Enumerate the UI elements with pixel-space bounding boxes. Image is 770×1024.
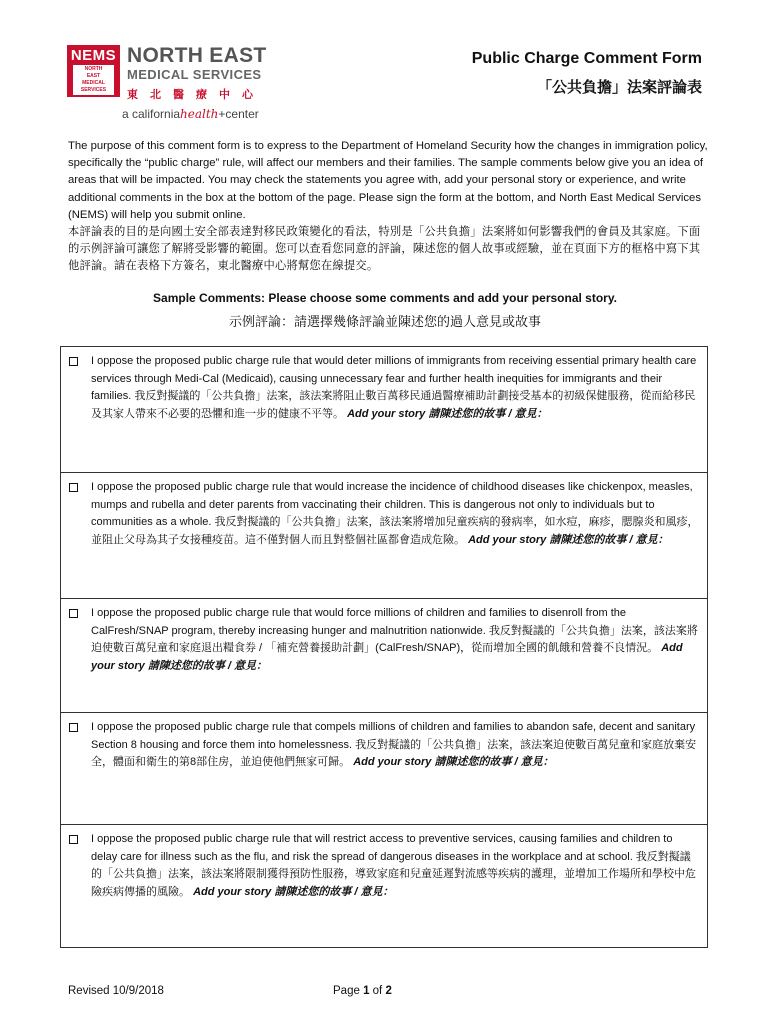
- intro-english: The purpose of this comment form is to express to the Department of Homeland Security how the changes in immigration policy, specifically the “public charge” rule, will affect our members and their families. The sample comments below give you an idea of areas that will be impacted. You may check the statements you agree with, add your personal story or experience, and write additional comments in the box at the bottom of the page. Please sign the form at the bottom, and North East Medical Services (NEMS) will help you submit online.: [68, 140, 708, 221]
- comments-table: [60, 346, 708, 948]
- comment-body: I oppose the proposed public charge rule that would force millions of children and families to disenroll from the CalFresh/SNAP program, thereby increasing hunger and malnutrition nationwide. 我反對擬議的「公共負擔」法案，該法案將迫使數百萬兒童和家庭退出糧食券 / 「補充營養援助計劃」(CalFresh/SNAP)，從而增加全國的飢餓和營養不良情況。: [91, 607, 698, 654]
- logo-badge-line: NORTH: [73, 65, 114, 74]
- comment-body: I oppose the proposed public charge rule that would deter millions of immigrants from receiving essential primary health care services through Medi-Cal (Medicaid), causing unnecessary fear and further health inequities for immigrants and their families. 我反對擬議的「公共負擔」法案，該法案將阻止數百萬移民通過醫療補助計劃接受基本的初級保健服務，從而給移民及其家人帶來不必要的恐懼和進一步的健康不平等。: [91, 355, 697, 420]
- tagline-post: +center: [218, 107, 259, 121]
- sample-subheading: 示例評論：請選擇幾條評論並陳述您的過人意見或故事: [228, 314, 541, 329]
- page-title: Public Charge Comment Form: [471, 50, 702, 67]
- comment-row: [61, 473, 707, 599]
- tagline-health: health: [180, 107, 219, 121]
- comment-checkbox[interactable]: [69, 357, 78, 366]
- revised-date: Revised 10/9/2018: [68, 985, 164, 997]
- page-title-chinese: 「公共負擔」法案評論表: [536, 79, 702, 96]
- add-story-label: Add your story 請陳述您的故事 / 意見：: [91, 642, 683, 672]
- comment-row: [61, 347, 707, 473]
- nems-logo: [67, 45, 287, 125]
- logo-subname: MEDICAL SERVICES: [127, 67, 262, 82]
- logo-tagline: [122, 107, 259, 121]
- intro-chinese: 本評論表的目的是向國土安全部表達對移民政策變化的看法，特別是「公共負擔」法案將如何影響我們的會員及其家庭。下面的示例評論可讓您了解將受影響的範圍。您可以查看您同意的評論，陳述您的個人故事或經驗，並在頁面下方的框格中寫下其他評論。請在表格下方簽名，東北醫療中心將幫您在線提交。: [68, 226, 701, 273]
- sample-heading: Sample Comments: Please choose some comments and add your personal story.: [153, 291, 617, 305]
- comment-checkbox[interactable]: [69, 483, 78, 492]
- intro-paragraph: [68, 138, 708, 276]
- logo-chinese-name: 東北醫療中心: [127, 89, 265, 101]
- page-label: Page: [333, 985, 364, 997]
- logo-badge-line: MEDICAL: [73, 79, 114, 88]
- logo-name: NORTH EAST: [127, 44, 267, 67]
- comment-checkbox[interactable]: [69, 835, 78, 844]
- comment-checkbox[interactable]: [69, 609, 78, 618]
- add-story-label: Add your story 請陳述您的故事 / 意見：: [193, 885, 394, 898]
- tagline-pre: a california: [122, 107, 181, 121]
- comment-text: [91, 479, 701, 549]
- comment-body: I oppose the proposed public charge rule that would increase the incidence of childhood diseases like chickenpox, measles, mumps and rubella and deter parents from vaccinating their children. This is dangerous not only to individuals but to communities as a whole. 我反對擬議的「公共負擔」法案，該法案將增加兒童疾病的發病率，如水痘，麻疹，腮腺炎和風疹，並阻止父母為其子女接種疫苗。這不僅對個人而且對整個社區都會造成危險。: [91, 481, 699, 546]
- comment-text: [91, 353, 701, 423]
- add-story-label: Add your story 請陳述您的故事 / 意見：: [468, 533, 669, 546]
- comment-text: [91, 831, 701, 901]
- comment-row: [61, 713, 707, 825]
- add-story-label: Add your story 請陳述您的故事 / 意見：: [347, 407, 548, 420]
- comment-body: I oppose the proposed public charge rule that will restrict access to preventive services, causing families and children to delay care for illness such as the flu, and risk the spread of dangerous diseases in the workplace and at school. 我反對擬議的「公共負擔」法案，該法案將限制獲得預防性服務，導致家庭和兒童延遲對流感等疾病的護理，並增加工作場所和學校中危險疾病傳播的風險。: [91, 833, 696, 898]
- page-current: 1: [363, 985, 370, 997]
- comment-text: [91, 605, 701, 675]
- comment-row: [61, 825, 707, 949]
- page-of: of: [369, 985, 386, 997]
- logo-badge-line: SERVICES: [73, 86, 114, 95]
- add-story-label: Add your story 請陳述您的故事 / 意見：: [353, 756, 554, 768]
- comment-row: [61, 599, 707, 713]
- page-number: [333, 985, 392, 997]
- logo-badge-text: NEMS: [70, 47, 117, 64]
- page-total: 2: [385, 985, 392, 997]
- comment-body: I oppose the proposed public charge rule that compels millions of children and families to abandon safe, decent and sanitary Section 8 housing and force them into homelessness. 我反對擬議的「公共負擔」法案，該法案迫使數百萬兒童和家庭放棄安全，體面和衛生的第8部住房，並迫使他們無家可歸。: [91, 721, 697, 768]
- logo-badge-line: EAST: [73, 72, 114, 81]
- comment-text: [91, 719, 701, 772]
- comment-checkbox[interactable]: [69, 723, 78, 732]
- logo-badge: [67, 45, 120, 97]
